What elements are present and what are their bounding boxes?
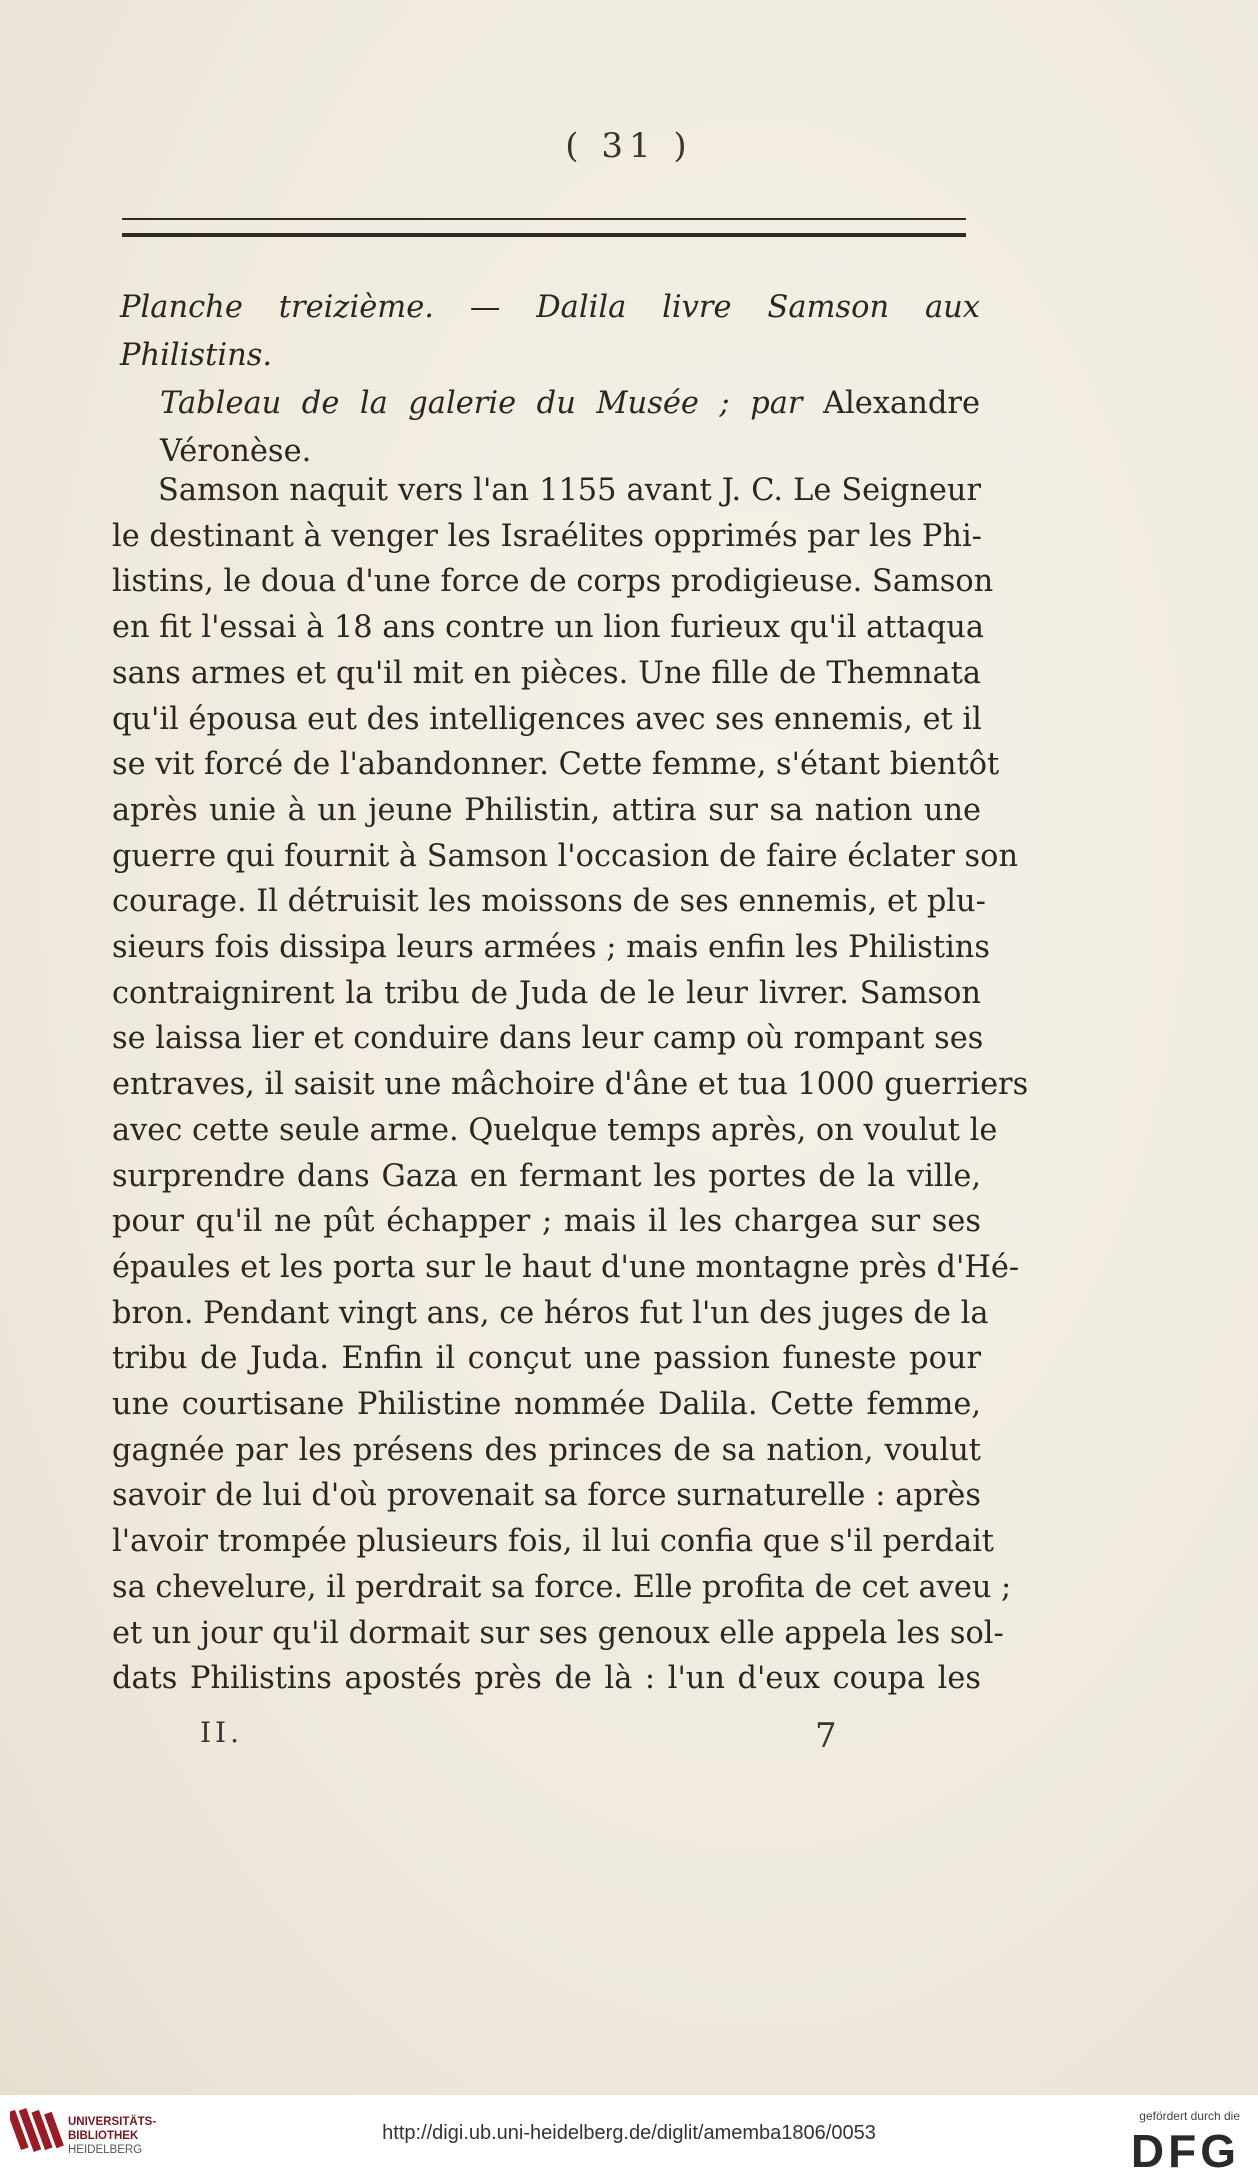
body-line: Samson naquit vers l'an 1155 avant J. C. Le Seigneur xyxy=(158,473,981,508)
library-name-line-3: HEIDELBERG xyxy=(68,2144,143,2156)
heading-line-2-upright: Alexandre xyxy=(822,386,980,421)
body-line: savoir de lui d'où provenait sa force surnaturelle : après xyxy=(112,1478,981,1514)
body-line: surprendre dans Gaza en fermant les portes de la ville, xyxy=(112,1158,981,1194)
body-line: une courtisane Philistine nommée Dalila. Cette femme, xyxy=(112,1387,981,1423)
body-line: l'avoir trompée plusieurs fois, il lui confia que s'il perdait xyxy=(112,1524,994,1560)
permalink-url[interactable]: http://digi.ub.uni-heidelberg.de/diglit/amemba1806/0053 xyxy=(382,2122,876,2144)
library-name-line-2: BIBLIOTHEK xyxy=(68,2130,139,2142)
signature-mark: II. xyxy=(200,1716,244,1749)
sponsor-caption: gefördert durch die xyxy=(1139,2109,1240,2123)
body-line: se vit forcé de l'abandonner. Cette femme, s'étant bientôt xyxy=(112,747,1000,783)
signature-number: 7 xyxy=(815,1716,837,1756)
heading-line-2-italic: Tableau de la galerie du Musée ; par xyxy=(160,386,803,421)
page-number: ( 31 ) xyxy=(565,126,693,166)
header-rule-thick xyxy=(122,233,966,237)
body-line: guerre qui fournit à Samson l'occasion de faire éclater son xyxy=(112,838,1019,874)
body-line: se laissa lier et conduire dans leur camp où rompant ses xyxy=(112,1021,984,1057)
heading-line-1: Planche treizième. — Dalila livre Samson aux Philistins. xyxy=(120,290,980,373)
body-line: dats Philistins apostés près de là : l'un d'eux coupa les xyxy=(112,1661,981,1697)
body-line: tribu de Juda. Enfin il conçut une passion funeste pour xyxy=(112,1341,981,1377)
body-line: gagnée par les présens des princes de sa nation, voulut xyxy=(112,1432,981,1468)
body-line: pour qu'il ne pût échapper ; mais il les chargea sur ses xyxy=(112,1204,981,1240)
body-line: entraves, il saisit une mâchoire d'âne et tua 1000 guerriers xyxy=(112,1067,1029,1103)
heading-line-3: Véronèse. xyxy=(160,434,312,469)
body-line: sa chevelure, il perdrait sa force. Elle profita de cet aveu ; xyxy=(112,1569,1012,1605)
body-line: qu'il épousa eut des intelligences avec ses ennemis, et il xyxy=(112,701,982,737)
body-line: bron. Pendant vingt ans, ce héros fut l'un des juges de la xyxy=(112,1295,989,1331)
body-line: contraignirent la tribu de Juda de le leur livrer. Samson xyxy=(112,975,981,1011)
body-line: sieurs fois dissipa leurs armées ; mais enfin les Philistins xyxy=(112,930,990,966)
body-line: le destinant à venger les Israélites opprimés par les Phi- xyxy=(112,518,982,554)
body-line: listins, le doua d'une force de corps prodigieuse. Samson xyxy=(112,564,994,600)
heading-line-2 xyxy=(120,380,980,428)
body-line: en fit l'essai à 18 ans contre un lion furieux qu'il attaqua xyxy=(112,610,984,646)
body-line: avec cette seule arme. Quelque temps après, on voulut le xyxy=(112,1112,998,1148)
header-rule-thin xyxy=(122,218,966,220)
body-line: épaules et les porta sur le haut d'une montagne près d'Hé- xyxy=(112,1249,1020,1285)
body-line: courage. Il détruisit les moissons de ses ennemis, et plu- xyxy=(112,884,986,920)
body-text xyxy=(112,468,1029,1702)
library-name-line-1: UNIVERSITÄTS- xyxy=(68,2116,157,2128)
plate-heading xyxy=(120,284,980,476)
dfg-logo[interactable]: DFG xyxy=(1130,2125,1240,2177)
body-line: et un jour qu'il dormait sur ses genoux elle appela les sol- xyxy=(112,1615,1004,1651)
body-line: sans armes et qu'il mit en pièces. Une fille de Themnata xyxy=(112,655,981,691)
body-line: après unie à un jeune Philistin, attira sur sa nation une xyxy=(112,792,981,828)
